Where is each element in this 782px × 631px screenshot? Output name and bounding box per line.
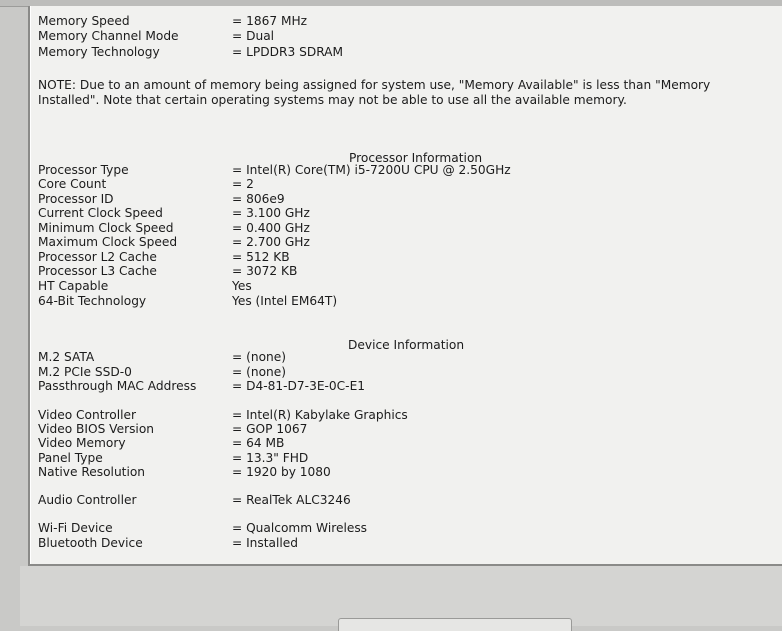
device-section-title: Device Information [348,338,465,352]
info-value: = D4-81-D7-3E-0C-E1 [232,379,366,393]
info-value: = Dual [232,29,275,43]
info-label: Minimum Clock Speed [38,221,174,235]
info-label: Memory Technology [38,45,160,59]
info-label: Passthrough MAC Address [38,379,197,393]
info-value: Yes [232,279,252,293]
info-value: = 0.400 GHz [232,221,310,235]
footer-button-edge [338,618,572,631]
info-label: HT Capable [38,279,109,293]
info-value: = 2.700 GHz [232,235,310,249]
info-label: Bluetooth Device [38,536,143,550]
info-label: Panel Type [38,451,103,465]
info-value: = Intel(R) Core(TM) i5-7200U CPU @ 2.50GHz [232,163,511,177]
info-label: Core Count [38,177,107,191]
processor-section-title: Processor Information [349,151,483,165]
info-label: M.2 SATA [38,350,95,364]
info-label: Wi-Fi Device [38,521,113,535]
info-value: = Intel(R) Kabylake Graphics [232,408,408,422]
info-value: = 806e9 [232,192,285,206]
info-value: = (none) [232,365,286,379]
info-value: = 3.100 GHz [232,206,310,220]
info-label: Memory Speed [38,14,130,28]
info-value: = 2 [232,177,254,191]
panel-footer-area [20,566,782,626]
info-label: Processor Type [38,163,129,177]
info-value: = Installed [232,536,299,550]
memory-note: NOTE: Due to an amount of memory being assigned for system use, "Memory Available" is less than "Memory Installed". Note that certain operating systems may not be able to use all the available memory. [38,78,711,107]
info-label: Memory Channel Mode [38,29,179,43]
info-value: = 1867 MHz [232,14,308,28]
info-value: = GOP 1067 [232,422,308,436]
info-value: = RealTek ALC3246 [232,493,351,507]
info-value: = (none) [232,350,286,364]
info-label: Processor L3 Cache [38,264,157,278]
info-value: = 64 MB [232,436,285,450]
info-label: Current Clock Speed [38,206,163,220]
info-value: = 1920 by 1080 [232,465,331,479]
info-value: = 512 KB [232,250,290,264]
info-label: Video Memory [38,436,126,450]
system-information-panel [28,6,782,566]
info-value: = Qualcomm Wireless [232,521,368,535]
info-label: Audio Controller [38,493,137,507]
info-label: M.2 PCIe SSD-0 [38,365,132,379]
info-label: Maximum Clock Speed [38,235,178,249]
info-value: = 13.3" FHD [232,451,309,465]
info-label: 64-Bit Technology [38,294,147,308]
info-label: Processor L2 Cache [38,250,157,264]
info-label: Native Resolution [38,465,146,479]
info-label: Processor ID [38,192,114,206]
info-value: Yes (Intel EM64T) [232,294,338,308]
info-value: = 3072 KB [232,264,298,278]
info-label: Video Controller [38,408,136,422]
info-label: Video BIOS Version [38,422,154,436]
info-value: = LPDDR3 SDRAM [232,45,344,59]
